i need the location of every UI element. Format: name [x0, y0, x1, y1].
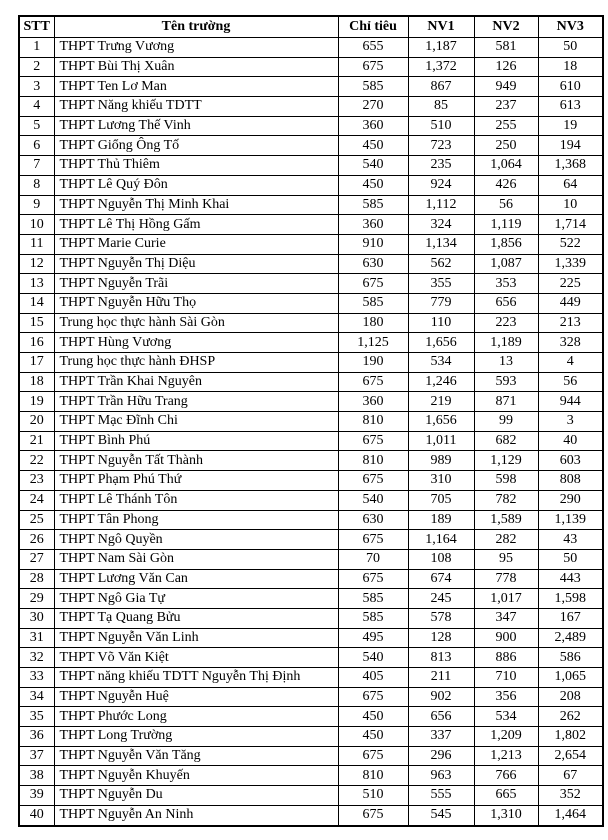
school-name-cell: THPT Nguyễn Hữu Thọ [54, 293, 338, 313]
chi-tieu-cell: 585 [338, 608, 408, 628]
nv1-cell: 1,112 [408, 195, 474, 215]
table-row [19, 549, 603, 569]
nv1-cell: 545 [408, 805, 474, 825]
table-row [19, 392, 603, 412]
table-row [19, 707, 603, 727]
column-header-col-chi-tieu: Chỉ tiêu [338, 16, 408, 38]
nv2-cell: 1,017 [474, 589, 538, 609]
nv1-cell: 656 [408, 707, 474, 727]
school-name-cell: THPT Phạm Phú Thứ [54, 471, 338, 491]
nv2-cell: 682 [474, 431, 538, 451]
chi-tieu-cell: 510 [338, 786, 408, 806]
chi-tieu-cell: 675 [338, 746, 408, 766]
chi-tieu-cell: 585 [338, 589, 408, 609]
chi-tieu-cell: 405 [338, 668, 408, 688]
school-admission-table [18, 15, 604, 827]
nv3-cell: 262 [538, 707, 603, 727]
nv2-cell: 766 [474, 766, 538, 786]
school-name-cell: THPT Trần Khai Nguyên [54, 372, 338, 392]
chi-tieu-cell: 675 [338, 274, 408, 294]
nv1-cell: 219 [408, 392, 474, 412]
nv2-cell: 353 [474, 274, 538, 294]
nv3-cell: 290 [538, 490, 603, 510]
stt-cell: 13 [19, 274, 54, 294]
nv3-cell: 18 [538, 57, 603, 77]
nv2-cell: 1,189 [474, 333, 538, 353]
chi-tieu-cell: 675 [338, 431, 408, 451]
nv3-cell: 194 [538, 136, 603, 156]
stt-cell: 8 [19, 175, 54, 195]
school-name-cell: THPT Giổng Ông Tố [54, 136, 338, 156]
nv2-cell: 1,589 [474, 510, 538, 530]
chi-tieu-cell: 1,125 [338, 333, 408, 353]
table-row [19, 589, 603, 609]
school-name-cell: Trung học thực hành ĐHSP [54, 353, 338, 373]
nv2-cell: 1,129 [474, 451, 538, 471]
nv3-cell: 586 [538, 648, 603, 668]
chi-tieu-cell: 270 [338, 97, 408, 117]
table-row [19, 156, 603, 176]
table-row [19, 530, 603, 550]
nv1-cell: 924 [408, 175, 474, 195]
nv1-cell: 989 [408, 451, 474, 471]
nv2-cell: 581 [474, 38, 538, 58]
stt-cell: 27 [19, 549, 54, 569]
school-name-cell: THPT Nguyễn An Ninh [54, 805, 338, 825]
chi-tieu-cell: 180 [338, 313, 408, 333]
nv1-cell: 296 [408, 746, 474, 766]
nv3-cell: 50 [538, 38, 603, 58]
nv3-cell: 167 [538, 608, 603, 628]
school-name-cell: THPT Bình Phú [54, 431, 338, 451]
nv2-cell: 900 [474, 628, 538, 648]
chi-tieu-cell: 540 [338, 156, 408, 176]
table-row [19, 687, 603, 707]
stt-cell: 10 [19, 215, 54, 235]
school-name-cell: THPT Lương Văn Can [54, 569, 338, 589]
nv1-cell: 813 [408, 648, 474, 668]
nv1-cell: 555 [408, 786, 474, 806]
nv1-cell: 578 [408, 608, 474, 628]
stt-cell: 38 [19, 766, 54, 786]
table-row [19, 116, 603, 136]
nv3-cell: 1,065 [538, 668, 603, 688]
nv3-cell: 443 [538, 569, 603, 589]
chi-tieu-cell: 675 [338, 530, 408, 550]
chi-tieu-cell: 675 [338, 569, 408, 589]
nv3-cell: 449 [538, 293, 603, 313]
nv2-cell: 282 [474, 530, 538, 550]
chi-tieu-cell: 360 [338, 215, 408, 235]
nv2-cell: 56 [474, 195, 538, 215]
header-row [19, 16, 603, 38]
stt-cell: 18 [19, 372, 54, 392]
nv2-cell: 250 [474, 136, 538, 156]
nv3-cell: 1,802 [538, 727, 603, 747]
chi-tieu-cell: 810 [338, 451, 408, 471]
table-row [19, 57, 603, 77]
nv2-cell: 255 [474, 116, 538, 136]
table-row [19, 451, 603, 471]
school-name-cell: THPT Phước Long [54, 707, 338, 727]
nv2-cell: 886 [474, 648, 538, 668]
nv3-cell: 1,714 [538, 215, 603, 235]
nv3-cell: 56 [538, 372, 603, 392]
stt-cell: 21 [19, 431, 54, 451]
school-name-cell: THPT Lê Thị Hồng Gấm [54, 215, 338, 235]
column-header-col-nv1: NV1 [408, 16, 474, 38]
nv2-cell: 949 [474, 77, 538, 97]
school-name-cell: THPT Thủ Thiêm [54, 156, 338, 176]
nv2-cell: 1,209 [474, 727, 538, 747]
nv3-cell: 2,489 [538, 628, 603, 648]
table-row [19, 234, 603, 254]
nv2-cell: 347 [474, 608, 538, 628]
chi-tieu-cell: 585 [338, 293, 408, 313]
chi-tieu-cell: 810 [338, 766, 408, 786]
table-row [19, 786, 603, 806]
table-row [19, 333, 603, 353]
nv2-cell: 99 [474, 412, 538, 432]
table-row [19, 727, 603, 747]
nv3-cell: 808 [538, 471, 603, 491]
nv3-cell: 1,139 [538, 510, 603, 530]
table-row [19, 648, 603, 668]
school-name-cell: THPT Lê Quý Đôn [54, 175, 338, 195]
school-name-cell: THPT Nguyễn Huệ [54, 687, 338, 707]
nv3-cell: 50 [538, 549, 603, 569]
nv1-cell: 1,246 [408, 372, 474, 392]
chi-tieu-cell: 540 [338, 648, 408, 668]
nv3-cell: 522 [538, 234, 603, 254]
school-name-cell: THPT Marie Curie [54, 234, 338, 254]
table-row [19, 97, 603, 117]
chi-tieu-cell: 630 [338, 510, 408, 530]
stt-cell: 12 [19, 254, 54, 274]
nv3-cell: 613 [538, 97, 603, 117]
nv1-cell: 705 [408, 490, 474, 510]
nv2-cell: 1,310 [474, 805, 538, 825]
nv1-cell: 562 [408, 254, 474, 274]
school-name-cell: THPT Tạ Quang Bửu [54, 608, 338, 628]
school-name-cell: THPT Võ Văn Kiệt [54, 648, 338, 668]
nv3-cell: 40 [538, 431, 603, 451]
nv1-cell: 963 [408, 766, 474, 786]
stt-cell: 11 [19, 234, 54, 254]
column-header-col-nv2: NV2 [474, 16, 538, 38]
school-name-cell: THPT Long Trường [54, 727, 338, 747]
school-name-cell: THPT Nguyễn Khuyến [54, 766, 338, 786]
nv3-cell: 4 [538, 353, 603, 373]
stt-cell: 5 [19, 116, 54, 136]
nv1-cell: 211 [408, 668, 474, 688]
nv1-cell: 110 [408, 313, 474, 333]
nv3-cell: 610 [538, 77, 603, 97]
chi-tieu-cell: 450 [338, 727, 408, 747]
stt-cell: 20 [19, 412, 54, 432]
chi-tieu-cell: 675 [338, 57, 408, 77]
table-row [19, 668, 603, 688]
table-row [19, 313, 603, 333]
stt-cell: 25 [19, 510, 54, 530]
nv3-cell: 1,464 [538, 805, 603, 825]
school-name-cell: THPT Tân Phong [54, 510, 338, 530]
nv1-cell: 85 [408, 97, 474, 117]
chi-tieu-cell: 675 [338, 471, 408, 491]
table-row [19, 293, 603, 313]
nv3-cell: 213 [538, 313, 603, 333]
chi-tieu-cell: 450 [338, 136, 408, 156]
chi-tieu-cell: 810 [338, 412, 408, 432]
nv2-cell: 223 [474, 313, 538, 333]
table-row [19, 805, 603, 825]
chi-tieu-cell: 655 [338, 38, 408, 58]
nv1-cell: 902 [408, 687, 474, 707]
nv2-cell: 1,856 [474, 234, 538, 254]
table-row [19, 136, 603, 156]
chi-tieu-cell: 360 [338, 116, 408, 136]
table-body [19, 38, 603, 826]
table-row [19, 431, 603, 451]
nv2-cell: 1,119 [474, 215, 538, 235]
nv2-cell: 356 [474, 687, 538, 707]
stt-cell: 34 [19, 687, 54, 707]
school-name-cell: THPT Ngô Quyền [54, 530, 338, 550]
school-name-cell: THPT Nguyễn Văn Linh [54, 628, 338, 648]
stt-cell: 1 [19, 38, 54, 58]
stt-cell: 19 [19, 392, 54, 412]
table-row [19, 175, 603, 195]
column-header-col-stt: STT [19, 16, 54, 38]
school-name-cell: THPT Mạc Đĩnh Chi [54, 412, 338, 432]
table-row [19, 254, 603, 274]
school-name-cell: THPT Nguyễn Thị Minh Khai [54, 195, 338, 215]
nv1-cell: 510 [408, 116, 474, 136]
table-row [19, 274, 603, 294]
stt-cell: 4 [19, 97, 54, 117]
nv1-cell: 245 [408, 589, 474, 609]
column-header-col-nv3: NV3 [538, 16, 603, 38]
nv1-cell: 1,187 [408, 38, 474, 58]
stt-cell: 31 [19, 628, 54, 648]
stt-cell: 2 [19, 57, 54, 77]
nv3-cell: 2,654 [538, 746, 603, 766]
stt-cell: 9 [19, 195, 54, 215]
table-row [19, 38, 603, 58]
school-name-cell: THPT Hùng Vương [54, 333, 338, 353]
table-row [19, 195, 603, 215]
nv2-cell: 126 [474, 57, 538, 77]
table-row [19, 77, 603, 97]
school-name-cell: THPT Nguyễn Tất Thành [54, 451, 338, 471]
stt-cell: 23 [19, 471, 54, 491]
nv1-cell: 867 [408, 77, 474, 97]
stt-cell: 16 [19, 333, 54, 353]
table-row [19, 766, 603, 786]
nv3-cell: 208 [538, 687, 603, 707]
nv1-cell: 1,656 [408, 412, 474, 432]
table-row [19, 569, 603, 589]
nv3-cell: 328 [538, 333, 603, 353]
table-row [19, 746, 603, 766]
stt-cell: 17 [19, 353, 54, 373]
nv1-cell: 310 [408, 471, 474, 491]
school-name-cell: THPT Bùi Thị Xuân [54, 57, 338, 77]
stt-cell: 15 [19, 313, 54, 333]
chi-tieu-cell: 190 [338, 353, 408, 373]
table-row [19, 471, 603, 491]
nv1-cell: 337 [408, 727, 474, 747]
nv3-cell: 64 [538, 175, 603, 195]
nv1-cell: 1,164 [408, 530, 474, 550]
nv3-cell: 352 [538, 786, 603, 806]
school-name-cell: THPT Năng khiếu TDTT [54, 97, 338, 117]
nv3-cell: 1,368 [538, 156, 603, 176]
nv2-cell: 782 [474, 490, 538, 510]
nv3-cell: 225 [538, 274, 603, 294]
table-row [19, 372, 603, 392]
table-row [19, 353, 603, 373]
nv1-cell: 674 [408, 569, 474, 589]
chi-tieu-cell: 450 [338, 175, 408, 195]
nv2-cell: 534 [474, 707, 538, 727]
nv2-cell: 237 [474, 97, 538, 117]
nv2-cell: 1,213 [474, 746, 538, 766]
nv2-cell: 710 [474, 668, 538, 688]
school-name-cell: THPT năng khiếu TDTT Nguyễn Thị Định [54, 668, 338, 688]
nv2-cell: 871 [474, 392, 538, 412]
chi-tieu-cell: 360 [338, 392, 408, 412]
school-name-cell: THPT Trần Hữu Trang [54, 392, 338, 412]
stt-cell: 30 [19, 608, 54, 628]
stt-cell: 36 [19, 727, 54, 747]
school-name-cell: THPT Nguyễn Trãi [54, 274, 338, 294]
chi-tieu-cell: 450 [338, 707, 408, 727]
nv3-cell: 67 [538, 766, 603, 786]
table-row [19, 628, 603, 648]
chi-tieu-cell: 70 [338, 549, 408, 569]
nv2-cell: 778 [474, 569, 538, 589]
school-name-cell: THPT Lê Thánh Tôn [54, 490, 338, 510]
nv2-cell: 426 [474, 175, 538, 195]
nv3-cell: 603 [538, 451, 603, 471]
nv1-cell: 189 [408, 510, 474, 530]
school-name-cell: THPT Trưng Vương [54, 38, 338, 58]
stt-cell: 39 [19, 786, 54, 806]
table-row [19, 490, 603, 510]
nv2-cell: 13 [474, 353, 538, 373]
nv1-cell: 355 [408, 274, 474, 294]
table-row [19, 215, 603, 235]
stt-cell: 24 [19, 490, 54, 510]
nv2-cell: 598 [474, 471, 538, 491]
stt-cell: 7 [19, 156, 54, 176]
stt-cell: 14 [19, 293, 54, 313]
chi-tieu-cell: 540 [338, 490, 408, 510]
school-name-cell: THPT Nguyễn Thị Diệu [54, 254, 338, 274]
school-name-cell: THPT Ten Lơ Man [54, 77, 338, 97]
table-row [19, 608, 603, 628]
nv2-cell: 656 [474, 293, 538, 313]
school-name-cell: THPT Lương Thế Vinh [54, 116, 338, 136]
school-name-cell: THPT Nguyễn Văn Tăng [54, 746, 338, 766]
stt-cell: 3 [19, 77, 54, 97]
nv2-cell: 95 [474, 549, 538, 569]
stt-cell: 26 [19, 530, 54, 550]
stt-cell: 32 [19, 648, 54, 668]
nv1-cell: 108 [408, 549, 474, 569]
nv1-cell: 128 [408, 628, 474, 648]
nv3-cell: 1,339 [538, 254, 603, 274]
nv2-cell: 665 [474, 786, 538, 806]
school-name-cell: THPT Ngô Gia Tự [54, 589, 338, 609]
nv1-cell: 1,011 [408, 431, 474, 451]
nv1-cell: 534 [408, 353, 474, 373]
chi-tieu-cell: 585 [338, 195, 408, 215]
school-name-cell: THPT Nam Sài Gòn [54, 549, 338, 569]
nv1-cell: 324 [408, 215, 474, 235]
chi-tieu-cell: 675 [338, 805, 408, 825]
column-header-col-ten-truong: Tên trường [54, 16, 338, 38]
nv2-cell: 1,087 [474, 254, 538, 274]
stt-cell: 35 [19, 707, 54, 727]
nv3-cell: 19 [538, 116, 603, 136]
chi-tieu-cell: 675 [338, 372, 408, 392]
stt-cell: 40 [19, 805, 54, 825]
nv3-cell: 1,598 [538, 589, 603, 609]
table-row [19, 510, 603, 530]
table-row [19, 412, 603, 432]
nv1-cell: 235 [408, 156, 474, 176]
nv2-cell: 593 [474, 372, 538, 392]
nv1-cell: 1,656 [408, 333, 474, 353]
stt-cell: 29 [19, 589, 54, 609]
chi-tieu-cell: 585 [338, 77, 408, 97]
stt-cell: 33 [19, 668, 54, 688]
nv1-cell: 1,134 [408, 234, 474, 254]
chi-tieu-cell: 675 [338, 687, 408, 707]
chi-tieu-cell: 495 [338, 628, 408, 648]
stt-cell: 6 [19, 136, 54, 156]
stt-cell: 22 [19, 451, 54, 471]
table-header [19, 16, 603, 38]
school-name-cell: Trung học thực hành Sài Gòn [54, 313, 338, 333]
chi-tieu-cell: 910 [338, 234, 408, 254]
school-name-cell: THPT Nguyễn Du [54, 786, 338, 806]
nv3-cell: 944 [538, 392, 603, 412]
nv1-cell: 723 [408, 136, 474, 156]
nv1-cell: 1,372 [408, 57, 474, 77]
stt-cell: 37 [19, 746, 54, 766]
nv1-cell: 779 [408, 293, 474, 313]
chi-tieu-cell: 630 [338, 254, 408, 274]
nv3-cell: 43 [538, 530, 603, 550]
stt-cell: 28 [19, 569, 54, 589]
nv3-cell: 3 [538, 412, 603, 432]
nv2-cell: 1,064 [474, 156, 538, 176]
nv3-cell: 10 [538, 195, 603, 215]
